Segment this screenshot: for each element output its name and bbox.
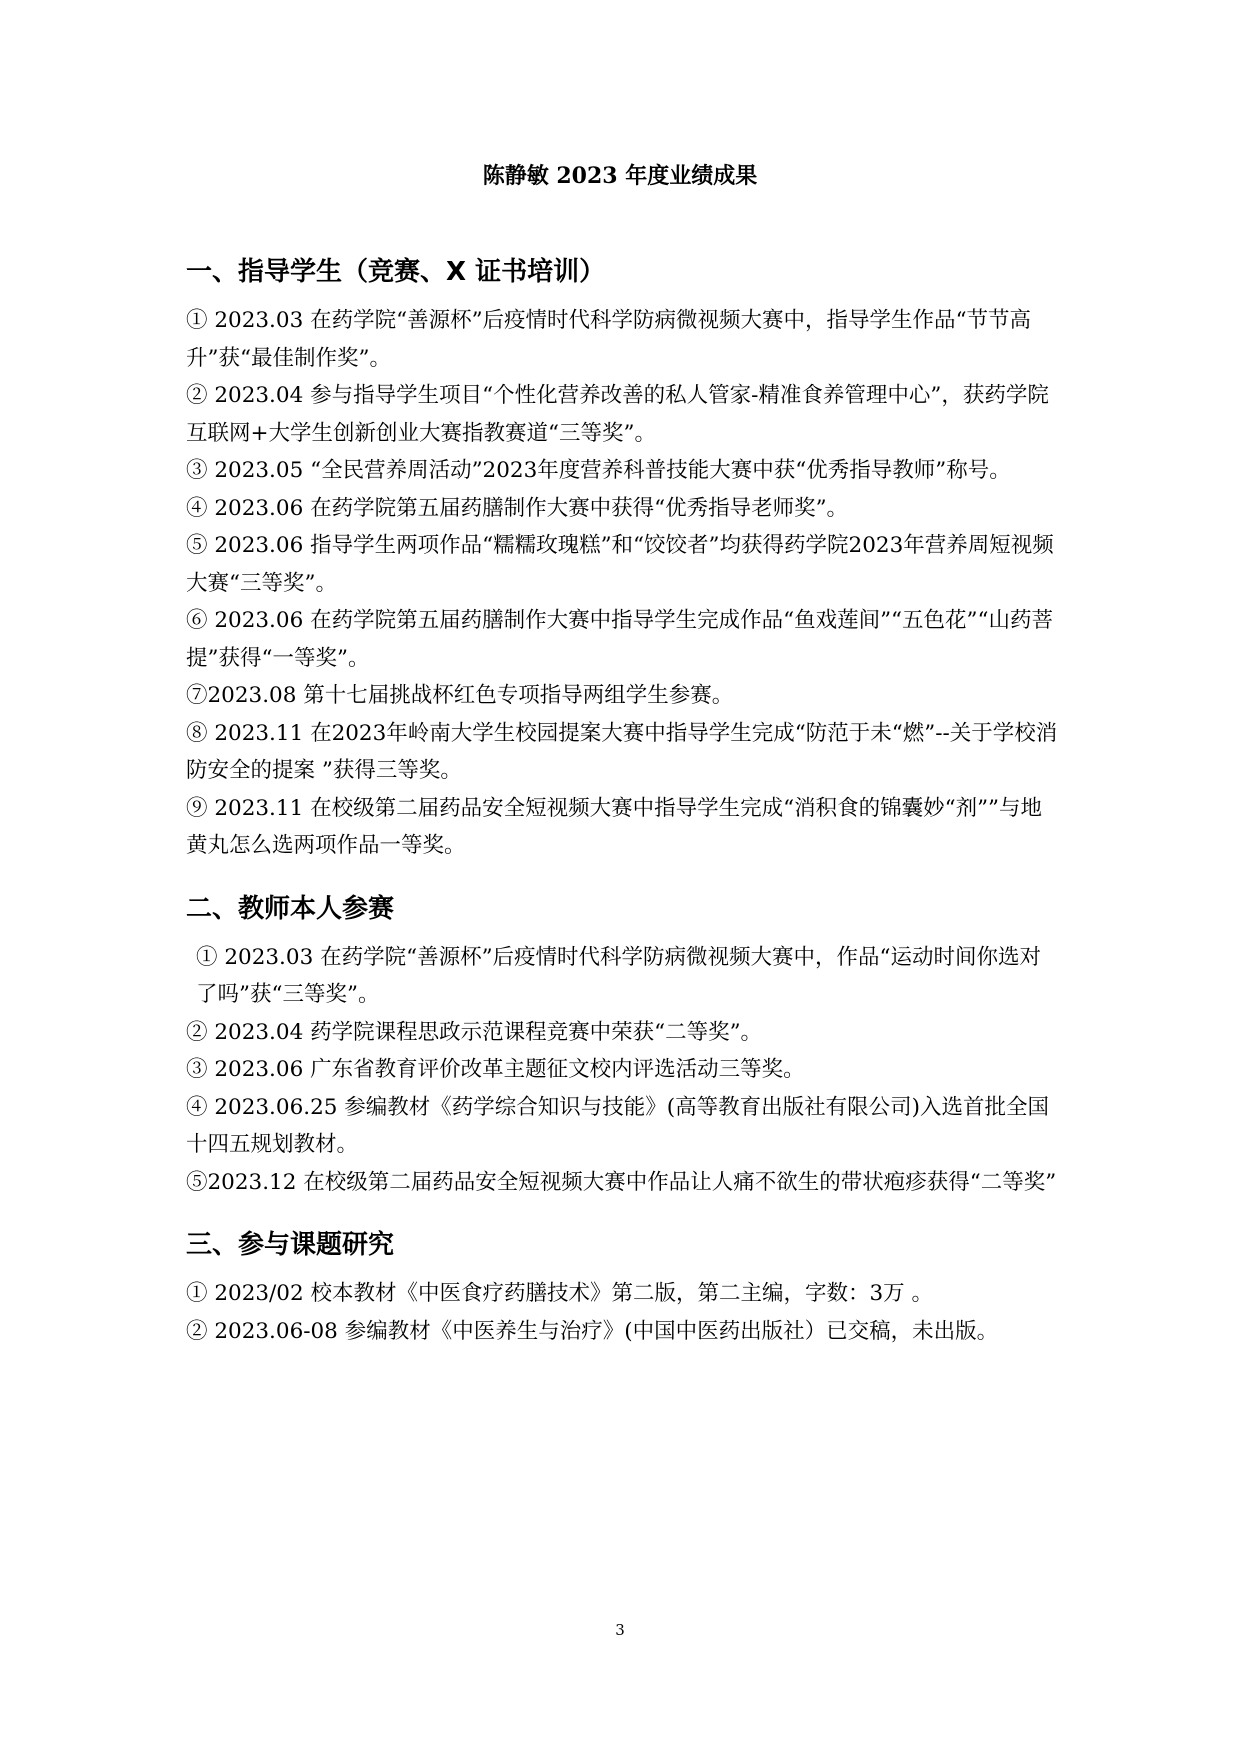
list-item: ② 2023.04 参与指导学生项目“个性化营养改善的私人管家-精准食养管理中心”，获药学院互联网+大学生创新创业大赛指教赛道“三等奖”。 xyxy=(186,383,1049,446)
document-body xyxy=(186,252,1058,1350)
page-number: 3 xyxy=(615,1621,625,1639)
section-heading: 一、指导学生（竞赛、X 证书培训） xyxy=(186,257,606,287)
list-item: ⑧ 2023.11 在2023年岭南大学生校园提案大赛中指导学生完成“防范于未“燃”--关于学校消防安全的提案 ”获得三等奖。 xyxy=(186,720,1058,783)
list-item: ① 2023/02 校本教材《中医食疗药膳技术》第二版，第二主编，字数：3万 。 xyxy=(186,1281,934,1306)
list-item: ④ 2023.06.25 参编教材《药学综合知识与技能》(高等教育出版社有限公司)入选首批全国十四五规划教材。 xyxy=(186,1094,1050,1157)
list-item: ① 2023.03 在药学院“善源杯”后疫情时代科学防病微视频大赛中，作品“运动时间你选对了吗”获“三等奖”。 xyxy=(196,944,1042,1007)
list-item: ⑤ 2023.06 指导学生两项作品“糯糯玫瑰糕”和“饺饺者”均获得药学院2023年营养周短视频大赛“三等奖”。 xyxy=(186,533,1054,596)
list-item: ⑦2023.08 第十七届挑战杯红色专项指导两组学生参赛。 xyxy=(186,683,734,708)
document-title: 陈静敏 2023 年度业绩成果 xyxy=(482,163,758,189)
section-heading: 三、参与课题研究 xyxy=(186,1230,395,1260)
section-teacher-competitions xyxy=(186,889,1058,1202)
section-heading: 二、教师本人参赛 xyxy=(186,893,395,924)
list-item: ① 2023.03 在药学院“善源杯”后疫情时代科学防病微视频大赛中，指导学生作品“节节高升”获“最佳制作奖”。 xyxy=(186,308,1032,371)
list-item: ③ 2023.05 “全民营养周活动”2023年度营养科普技能大赛中获“优秀指导教师”称号。 xyxy=(186,458,1011,483)
section-guiding-students xyxy=(186,252,1058,865)
list-item: ⑥ 2023.06 在药学院第五届药膳制作大赛中指导学生完成作品“鱼戏莲间”“五色花”“山药菩提”获得“一等奖”。 xyxy=(186,608,1054,671)
section-research-projects xyxy=(186,1225,1058,1350)
list-item: ⑤2023.12 在校级第二届药品安全短视频大赛中作品让人痛不欲生的带状疱疹获得“二等奖” xyxy=(186,1169,1057,1195)
list-item: ② 2023.06-08 参编教材《中医养生与治疗》(中国中医药出版社）已交稿，未出版。 xyxy=(186,1318,999,1344)
list-item: ③ 2023.06 广东省教育评价改革主题征文校内评选活动三等奖。 xyxy=(186,1057,805,1082)
list-item: ④ 2023.06 在药学院第五届药膳制作大赛中获得“优秀指导老师奖”。 xyxy=(186,495,849,521)
list-item: ② 2023.04 药学院课程思政示范课程竞赛中荣获“二等奖”。 xyxy=(186,1019,763,1045)
list-item: ⑨ 2023.11 在校级第二届药品安全短视频大赛中指导学生完成“消积食的锦囊妙“剂””与地黄丸怎么选两项作品一等奖。 xyxy=(186,795,1043,858)
